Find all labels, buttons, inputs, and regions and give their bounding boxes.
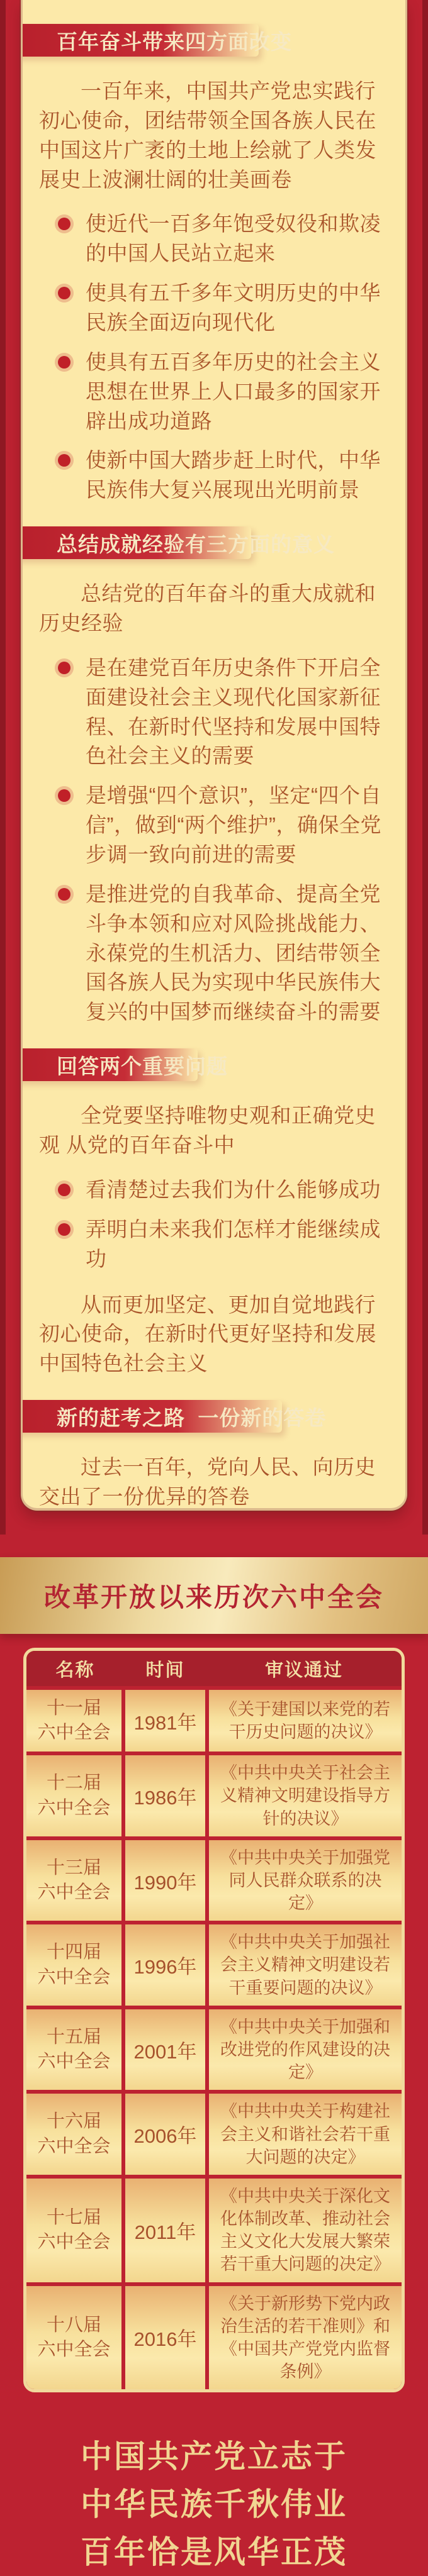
table-cell-year: 2011年 (125, 2179, 205, 2282)
table-cell-name (26, 1690, 121, 1752)
bullet-dot-icon (58, 356, 70, 369)
plenum-session: 六中全会 (37, 1797, 111, 1818)
bullet-item (57, 880, 389, 1027)
content-section (23, 1400, 405, 1511)
table-cell-name (26, 2009, 121, 2090)
table-cell-year: 1981年 (125, 1690, 205, 1752)
bullet-text: 使具有五百多年历史的社会主义思想在世界上人口最多的国家开辟出成功道路 (86, 350, 381, 433)
slogan-line-2: 中华民族千秋伟业 (81, 2487, 347, 2523)
bullet-dot-icon (58, 1184, 70, 1196)
plenum-term: 十三届 (46, 1857, 101, 1878)
table-cell-document: 《中共中央关于深化文化体制改革、推动社会主义文化大发展大繁荣若干重大问题的决定》 (209, 2179, 402, 2282)
section-heading: 总结成就经验有三方面的意义 (57, 532, 335, 556)
paragraph: 一百年来，中国共产党忠实践行初心使命，团结带领全国各族人民在中国这片广袤的土地上绘就了人类发展史上波澜壮阔的壮美画卷 (39, 79, 376, 191)
bullet-text: 是在建党百年历史条件下开启全面建设社会主义现代化国家新征程、在新时代坚持和发展中国特色社会主义的需要 (86, 655, 381, 768)
bullet-item (57, 348, 389, 436)
bullet-text: 是推进党的自我革命、提高全党斗争本领和应对风险挑战能力、永葆党的生机活力、团结带领全国各族人民为实现中华民族伟大复兴的中国梦而继续奋斗的需要 (86, 882, 381, 1024)
table-header-passed: 审议通过 (265, 1660, 344, 1680)
bullet-item (57, 279, 389, 338)
closing-slogan (0, 2433, 428, 2576)
table-cell-year: 1986年 (125, 1755, 205, 1836)
content-section (23, 24, 405, 505)
plenum-session: 六中全会 (37, 1882, 111, 1903)
plenum-session: 六中全会 (37, 2232, 111, 2253)
plenum-session: 六中全会 (37, 1967, 111, 1987)
plenum-term: 十八届 (46, 2314, 101, 2335)
paragraph: 全党要坚持唯物史观和正确党史观 从党的百年奋斗中 (39, 1104, 376, 1157)
content-section (23, 1048, 405, 1379)
plenum-term: 十五届 (46, 2026, 101, 2047)
bullet-dot-icon (58, 454, 70, 467)
bullet-text: 使新中国大踏步赶上时代，中华民族伟大复兴展现出光明前景 (86, 448, 381, 502)
sections-host (23, 24, 405, 1511)
table-header-time: 时间 (145, 1660, 185, 1680)
plenums-title: 改革开放以来历次六中全会 (43, 1582, 384, 1612)
plenums-title-band (0, 1557, 428, 1634)
section-heading-band (21, 24, 292, 57)
section-body (23, 559, 405, 1027)
content-panel (21, 0, 407, 1511)
table-cell-name (26, 2094, 121, 2175)
paragraph: 过去一百年，党向人民、向历史交出了一份优异的答卷 (39, 1455, 376, 1508)
section-heading-band (21, 1048, 228, 1081)
table-cell-year: 2006年 (125, 2094, 205, 2175)
left-edge-stripe (0, 0, 6, 1535)
paragraph: 总结党的百年奋斗的重大成就和历史经验 (39, 582, 376, 635)
table-cell-document: 《关于建国以来党的若干历史问题的决议》 (209, 1690, 402, 1752)
table-cell-document: 《中共中央关于加强社会主义精神文明建设若干重要问题的决议》 (209, 1924, 402, 2006)
bullet-dot-icon (58, 287, 70, 299)
table-body (26, 1690, 402, 2389)
table-cell-document: 《中共中央关于加强和改进党的作风建设的决定》 (209, 2009, 402, 2090)
bullet-dot-icon (58, 1223, 70, 1236)
bullet-text: 弄明白未来我们怎样才能继续成功 (86, 1217, 381, 1270)
plenum-term: 十六届 (46, 2111, 101, 2132)
plenum-term: 十四届 (46, 1942, 101, 1963)
plenum-session: 六中全会 (37, 1723, 111, 1743)
section-heading: 新的赶考之路 一份新的答卷 (57, 1406, 327, 1430)
bullet-item (57, 1175, 389, 1205)
table-cell-year: 1996年 (125, 1924, 205, 2006)
bullet-dot-icon (58, 789, 70, 802)
table-cell-year: 1990年 (125, 1840, 205, 1921)
plenum-term: 十二届 (46, 1773, 101, 1794)
table-cell-year: 2016年 (125, 2286, 205, 2390)
plenum-session: 六中全会 (37, 2136, 111, 2157)
bullet-item (57, 209, 389, 269)
plenum-session: 六中全会 (37, 2051, 111, 2072)
section-body (23, 1081, 405, 1379)
plenum-session: 六中全会 (37, 2339, 111, 2360)
table-cell-year: 2001年 (125, 2009, 205, 2090)
bullet-dot-icon (58, 888, 70, 901)
section-body (23, 57, 405, 505)
bullet-item (57, 1215, 389, 1274)
bullet-text: 是增强“四个意识”，坚定“四个自信”，做到“两个维护”，确保全党步调一致向前进的需要 (86, 784, 381, 867)
paragraph: 从而更加坚定、更加自觉地践行初心使命，在新时代更好坚持和发展中国特色社会主义 (39, 1292, 376, 1375)
table-cell-name (26, 2179, 121, 2282)
plenums-table (23, 1648, 405, 2392)
content-section (23, 526, 405, 1027)
right-edge-stripe (422, 0, 428, 1535)
table-cell-document: 《中共中央关于社会主义精神文明建设指导方针的决议》 (209, 1755, 402, 1836)
bullet-text: 看清楚过去我们为什么能够成功 (86, 1177, 381, 1201)
bullet-item (57, 781, 389, 870)
bullet-dot-icon (58, 662, 70, 674)
table-cell-name (26, 1755, 121, 1836)
slogan-line-3: 百年恰是风华正茂 (81, 2534, 347, 2570)
section-heading-band (21, 1400, 327, 1433)
bullet-item (57, 446, 389, 505)
slogan-line-1: 中国共产党立志于 (81, 2439, 347, 2475)
bullet-dot-icon (58, 218, 70, 230)
table-cell-document: 《中共中央关于加强党同人民群众联系的决定》 (209, 1840, 402, 1921)
table-header-name: 名称 (55, 1660, 95, 1680)
section-heading-band (21, 526, 335, 559)
table-cell-name (26, 1840, 121, 1921)
section-body (23, 1433, 405, 1511)
bullet-text: 使具有五千多年文明历史的中华民族全面迈向现代化 (86, 281, 381, 335)
section-heading: 回答两个重要问题 (57, 1054, 228, 1078)
section-heading: 百年奋斗带来四方面改变 (57, 30, 292, 53)
bullet-text: 使近代一百多年饱受奴役和欺凌的中国人民站立起来 (86, 212, 381, 265)
plenum-term: 十一届 (46, 1698, 101, 1718)
plenum-term: 十七届 (46, 2207, 101, 2228)
table-cell-document: 《关于新形势下党内政治生活的若干准则》和《中国共产党党内监督条例》 (209, 2286, 402, 2390)
table-cell-document: 《中共中央关于构建社会主义和谐社会若干重大问题的决定》 (209, 2094, 402, 2175)
table-header-row (26, 1651, 402, 1686)
table-cell-name (26, 1924, 121, 2006)
table-cell-name (26, 2286, 121, 2390)
bullet-item (57, 653, 389, 771)
